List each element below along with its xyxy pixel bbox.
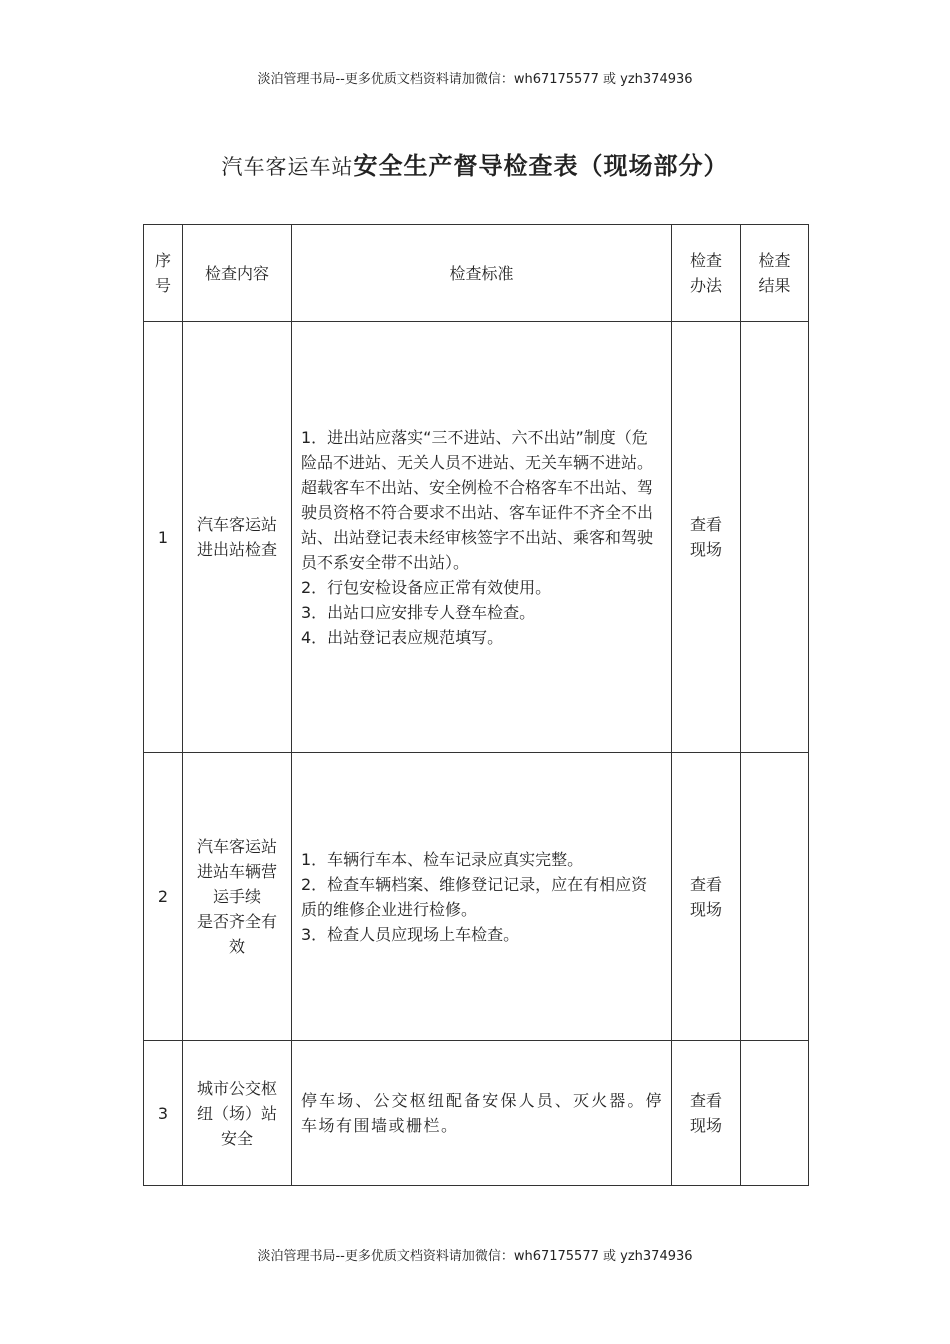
row-seq: 3 — [144, 1041, 183, 1186]
col-header-method — [672, 225, 741, 322]
col-header-result-label: 检查结果 — [758, 251, 791, 295]
standard-item: 4．出站登记表应规范填写。 — [301, 627, 504, 647]
row-seq: 1 — [144, 322, 183, 753]
header-note: 淡泊管理书局--更多优质文档资料请加微信：wh67175577 或 yzh374936 — [257, 72, 693, 87]
row-standard — [292, 322, 672, 753]
row-method-text: 查看现场 — [689, 1091, 722, 1135]
table-row — [144, 322, 809, 753]
row-method — [672, 1041, 741, 1186]
row-method — [672, 322, 741, 753]
row-standard — [292, 753, 672, 1041]
row-method-text: 查看现场 — [689, 515, 722, 559]
col-header-seq — [144, 225, 183, 322]
standard-item: 停车场、公交枢纽配备安保人员、灭火器。停车场有围墙或栅栏。 — [301, 1091, 663, 1135]
standard-item: 2．行包安检设备应正常有效使用。 — [301, 577, 552, 597]
col-header-standard: 检查标准 — [292, 225, 672, 322]
row-content-text: 汽车客运站 进出站检查 — [196, 515, 277, 559]
row-content — [183, 753, 292, 1041]
standard-item: 3．出站口应安排专人登车检查。 — [301, 602, 536, 622]
standard-item: 1．车辆行车本、检车记录应真实完整。 — [301, 849, 584, 869]
table-row — [144, 753, 809, 1041]
page-title — [0, 146, 950, 181]
col-header-result — [741, 225, 809, 322]
standard-item: 2．检查车辆档案、维修登记记录，应在有相应资质的维修企业进行检修。 — [301, 874, 648, 919]
col-header-seq-label: 序号 — [154, 251, 171, 295]
row-content — [183, 1041, 292, 1186]
col-header-method-label: 检查办法 — [689, 251, 722, 295]
row-method-text: 查看现场 — [689, 874, 722, 919]
row-result[interactable] — [741, 753, 809, 1041]
row-content-text: 城市公交枢纽（场）站安全 — [196, 1078, 277, 1148]
row-content-text: 汽车客运站进站车辆营运手续 是否齐全有效 — [196, 837, 277, 956]
inspection-table — [143, 224, 809, 1186]
title-prefix: 汽车客运车站 — [221, 155, 354, 179]
row-result[interactable] — [741, 322, 809, 753]
standard-item: 3．检查人员应现场上车检查。 — [301, 924, 520, 944]
row-seq: 2 — [144, 753, 183, 1041]
row-method — [672, 753, 741, 1041]
title-main: 安全生产督导检查表（现场部分） — [353, 152, 729, 180]
row-standard — [292, 1041, 672, 1186]
row-content — [183, 322, 292, 753]
table-row — [144, 1041, 809, 1186]
header-row — [144, 225, 809, 322]
col-header-content: 检查内容 — [183, 225, 292, 322]
row-result[interactable] — [741, 1041, 809, 1186]
standard-item: 1．进出站应落实“三不进站、六不出站”制度（危险品不进站、无关人员不进站、无关车辆不进站。超载客车不出站、安全例检不合格客车不出站、驾驶员资格不符合要求不出站、客车证件不齐全不出站、出站登记表未经审核签字不出站、乘客和驾驶员不系安全带不出站）。 — [301, 427, 654, 572]
footer-note: 淡泊管理书局--更多优质文档资料请加微信：wh67175577 或 yzh374936 — [257, 1249, 693, 1264]
